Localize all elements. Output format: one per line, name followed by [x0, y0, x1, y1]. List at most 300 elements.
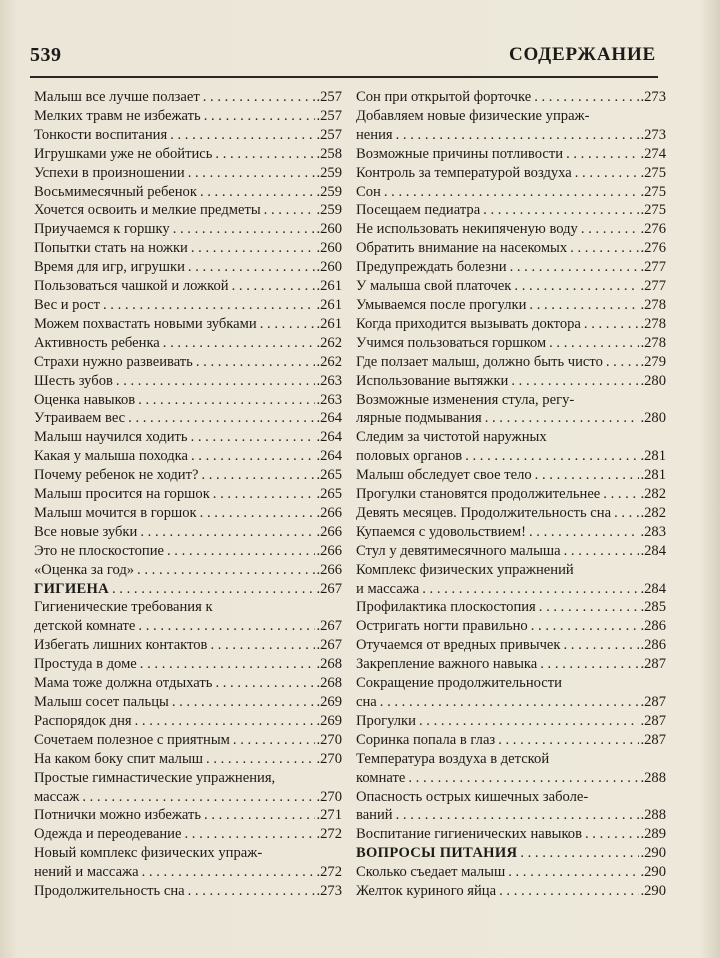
toc-entry-line	[356, 693, 666, 712]
dot-leader	[603, 485, 639, 504]
toc-entry-title: Избегать лишних контактов	[34, 637, 208, 654]
toc-entry-title-continued: и массажа	[356, 580, 420, 597]
dot-leader	[128, 409, 315, 428]
toc-entry-title: Шесть зубов	[34, 372, 113, 389]
toc-entry[interactable]	[356, 164, 666, 183]
dot-leader	[564, 542, 640, 561]
toc-entry[interactable]	[356, 88, 666, 107]
toc-entry-page: .275	[640, 164, 666, 181]
toc-entry-page: .288	[640, 807, 666, 824]
toc-entry-title: Сочетаем полезное с приятным	[34, 731, 230, 748]
toc-entry-page: .273	[316, 883, 342, 900]
dot-leader	[167, 542, 315, 561]
toc-entry-title: Стул у девятимесячного малыша	[356, 542, 561, 559]
dot-leader	[172, 693, 316, 712]
toc-entry[interactable]	[34, 882, 342, 901]
toc-entry-page: .262	[316, 353, 342, 370]
toc-entry[interactable]	[34, 447, 342, 466]
toc-entry[interactable]	[356, 542, 666, 561]
toc-entry-page: .283	[640, 523, 666, 540]
toc-entry-page: .281	[640, 448, 666, 465]
toc-entry-page: .269	[316, 712, 342, 729]
toc-entry-page: .266	[316, 504, 342, 521]
toc-entry-page: .260	[316, 240, 342, 257]
toc-entry-title: Остригать ногти правильно	[356, 618, 528, 635]
toc-entry-line	[356, 126, 666, 145]
dot-leader	[170, 126, 315, 145]
toc-entry-title: Умываемся после прогулки	[356, 296, 527, 313]
toc-entry-page: .261	[316, 315, 342, 332]
toc-entry[interactable]	[34, 164, 342, 183]
toc-entry-title: ВОПРОСЫ ПИТАНИЯ	[356, 845, 518, 862]
toc-entry-title: Простые гимнастические упражнения,	[34, 769, 276, 786]
toc-entry[interactable]	[34, 636, 342, 655]
toc-entry[interactable]	[34, 183, 342, 202]
toc-entry-title: На каком боку спит малыш	[34, 750, 204, 767]
toc-entry[interactable]	[356, 523, 666, 542]
toc-entry-title: Профилактика плоскостопия	[356, 599, 536, 616]
toc-entry-title: Добавляем новые физические упраж-	[356, 107, 590, 124]
toc-entry[interactable]	[34, 88, 342, 107]
dot-leader	[422, 580, 639, 599]
toc-entry-title: Малыш все лучше ползает	[34, 89, 200, 105]
toc-entry-line	[34, 617, 342, 636]
toc-entry-title: Воспитание гигиенических навыков	[356, 826, 582, 843]
dot-leader	[540, 655, 639, 674]
toc-entry[interactable]	[34, 485, 342, 504]
toc-entry-title: Купаемся с удовольствием!	[356, 523, 526, 540]
toc-entry-page: .278	[640, 315, 666, 332]
toc-entry-page: .275	[640, 183, 666, 200]
toc-entry-title: Обратить внимание на насекомых	[356, 240, 568, 257]
toc-entry-title: Попытки стать на ножки	[34, 240, 188, 257]
toc-entry[interactable]	[34, 731, 342, 750]
toc-entry-title: Закрепление важного навыка	[356, 656, 538, 673]
dot-leader	[138, 391, 315, 410]
toc-entry-page: .261	[316, 296, 342, 313]
toc-entry[interactable]	[34, 409, 342, 428]
toc-entry[interactable]	[34, 258, 342, 277]
toc-entry-page: .263	[316, 391, 342, 408]
dot-leader	[82, 788, 315, 807]
toc-entry-page: .267	[316, 618, 342, 635]
toc-entry[interactable]	[34, 844, 342, 882]
toc-entry-page: .265	[316, 486, 342, 503]
toc-entry-page: .266	[316, 523, 342, 540]
toc-entry[interactable]	[356, 712, 666, 731]
dot-leader	[215, 674, 315, 693]
toc-right-column	[356, 88, 666, 948]
toc-entry-page: .287	[640, 712, 666, 729]
toc-entry[interactable]	[34, 561, 342, 580]
dot-leader	[396, 806, 640, 825]
toc-entry-title: Малыш сосет пальцы	[34, 694, 169, 710]
dot-leader	[510, 258, 640, 277]
dot-leader	[575, 164, 640, 183]
dot-leader	[203, 88, 316, 107]
toc-entry-title: Малыш обследует свое тело	[356, 467, 532, 484]
toc-entry[interactable]	[34, 126, 342, 145]
toc-entry-title-continued: ваний	[356, 807, 393, 824]
dot-leader	[539, 598, 640, 617]
dot-leader	[534, 88, 639, 107]
toc-entry-page: .260	[316, 221, 342, 238]
dot-leader	[103, 296, 315, 315]
toc-entry-page: .259	[316, 202, 342, 219]
toc-entry-title-continued: массаж	[34, 788, 80, 805]
toc-entry[interactable]	[356, 334, 666, 353]
toc-entry-page: .271	[316, 807, 342, 824]
toc-entry[interactable]	[34, 428, 342, 447]
toc-entry[interactable]	[356, 598, 666, 617]
toc-entry-page: .272	[316, 826, 342, 843]
toc-entry-page: .260	[316, 259, 342, 276]
page-header	[30, 40, 658, 78]
toc-entry-title: Пользоваться чашкой и ложкой	[34, 278, 229, 295]
toc-entry-title: Хочется освоить и мелкие предметы	[34, 202, 261, 219]
toc-entry-page: .290	[640, 883, 666, 900]
toc-entry-page: .275	[640, 202, 666, 219]
toc-entry-page: .290	[640, 845, 666, 862]
toc-entry-page: .257	[316, 89, 342, 105]
dot-leader	[380, 693, 640, 712]
toc-entry-line	[356, 580, 666, 599]
toc-entry[interactable]	[34, 504, 342, 523]
toc-entry-page: .282	[640, 504, 666, 521]
toc-entry[interactable]	[356, 466, 666, 485]
toc-entry-page: .287	[640, 731, 666, 748]
toc-entry-title: Можем похвастать новыми зубками	[34, 315, 257, 332]
toc-entry[interactable]	[34, 542, 342, 561]
toc-entry-title: Сон	[356, 183, 381, 200]
dot-leader	[201, 466, 315, 485]
toc-entry-title: Возможные причины потливости	[356, 145, 564, 162]
toc-entry-page: .268	[316, 656, 342, 673]
toc-entry[interactable]	[356, 296, 666, 315]
toc-entry-title: Комплекс физических упражнений	[356, 561, 574, 578]
toc-entry-title: Одежда и переодевание	[34, 826, 182, 843]
toc-entry[interactable]	[34, 825, 342, 844]
toc-entry[interactable]	[356, 107, 666, 145]
toc-entry[interactable]	[356, 674, 666, 712]
toc-entry-page: .257	[316, 126, 342, 143]
dot-leader	[188, 258, 316, 277]
toc-entry[interactable]	[34, 466, 342, 485]
toc-entry[interactable]	[356, 315, 666, 334]
toc-entry-page: .287	[640, 694, 666, 710]
toc-entry-page: .263	[316, 372, 342, 389]
toc-entry-title: Приучаемся к горшку	[34, 221, 170, 238]
toc-entry-title: Это не плоскостопие	[34, 542, 164, 559]
toc-entry[interactable]	[356, 731, 666, 750]
toc-entry-title-continued: лярные подмывания	[356, 410, 482, 427]
toc-entry-title: Время для игр, игрушки	[34, 259, 185, 276]
toc-entry[interactable]	[34, 145, 342, 164]
dot-leader	[140, 523, 315, 542]
toc-entry[interactable]	[34, 391, 342, 410]
dot-leader	[213, 485, 316, 504]
toc-entry[interactable]	[356, 258, 666, 277]
toc-entry[interactable]	[34, 334, 342, 353]
toc-entry-title: Вес и рост	[34, 296, 100, 313]
toc-entry-page: .284	[640, 580, 666, 597]
toc-entry[interactable]	[34, 674, 342, 693]
toc-entry[interactable]	[356, 504, 666, 523]
toc-entry-title-continued: детской комнате	[34, 618, 136, 635]
toc-entry[interactable]	[34, 201, 342, 220]
toc-entry-page: .280	[640, 372, 666, 389]
toc-entry-title: Предупреждать болезни	[356, 259, 507, 276]
dot-leader	[204, 107, 316, 126]
toc-entry-title: Возможные изменения стула, регу-	[356, 391, 575, 408]
toc-entry-title: Опасность острых кишечных заболе-	[356, 788, 589, 805]
toc-entry-page: .285	[640, 599, 666, 616]
toc-entry-title: Игрушками уже не обойтись	[34, 145, 213, 162]
dot-leader	[520, 844, 639, 863]
toc-entry-title: Учимся пользоваться горшком	[356, 334, 547, 351]
toc-entry-title-continued: нения	[356, 126, 393, 143]
toc-entry[interactable]	[356, 428, 666, 466]
toc-entry[interactable]	[356, 788, 666, 826]
toc-entry-title: Контроль за температурой воздуха	[356, 164, 572, 181]
toc-entry[interactable]	[34, 107, 342, 126]
toc-entry-title: Желток куриного яйца	[356, 883, 497, 900]
dot-leader	[215, 145, 315, 164]
dot-leader	[419, 712, 639, 731]
dot-leader	[566, 145, 639, 164]
toc-entry[interactable]	[34, 769, 342, 807]
toc-entry-page: .289	[640, 826, 666, 843]
toc-entry-page: .259	[316, 183, 342, 200]
toc-entry-page: .270	[316, 731, 342, 748]
dot-leader	[585, 825, 639, 844]
toc-entry-page: .270	[316, 750, 342, 767]
toc-entry-title: Не использовать некипяченую воду	[356, 221, 578, 238]
toc-entry-title: Гигиенические требования к	[34, 599, 213, 616]
toc-entry-page: .264	[316, 429, 342, 446]
page-number: 539	[30, 44, 62, 66]
dot-leader	[529, 296, 639, 315]
toc-entry-line	[356, 806, 666, 825]
toc-entry[interactable]	[356, 825, 666, 844]
dot-leader	[529, 523, 639, 542]
dot-leader	[233, 731, 316, 750]
toc-entry[interactable]	[356, 239, 666, 258]
toc-entry[interactable]	[356, 636, 666, 655]
dot-leader	[498, 731, 639, 750]
toc-entry-title-continued: нений и массажа	[34, 864, 139, 881]
toc-entry-page: .268	[316, 675, 342, 692]
toc-entry-title: Соринка попала в глаз	[356, 731, 496, 748]
toc-entry-title: Сокращение продолжительности	[356, 675, 562, 692]
toc-entry-page: .287	[640, 656, 666, 673]
dot-leader	[112, 580, 315, 599]
dot-leader	[200, 183, 316, 202]
toc-entry-page: .264	[316, 410, 342, 427]
toc-entry-page: .279	[640, 353, 666, 370]
toc-entry[interactable]	[356, 561, 666, 599]
toc-entry-title-continued: сна	[356, 694, 377, 710]
toc-entry-page: .262	[316, 334, 342, 351]
toc-entry-line	[34, 788, 342, 807]
toc-entry[interactable]	[356, 145, 666, 164]
toc-entry-line	[356, 447, 666, 466]
toc-entry-title: Прогулки	[356, 712, 416, 729]
toc-entry-title: ГИГИЕНА	[34, 580, 109, 597]
dot-leader	[206, 750, 315, 769]
toc-entry[interactable]	[34, 750, 342, 769]
toc-entry-page: .259	[316, 164, 342, 181]
toc-entry-page: .273	[640, 89, 666, 105]
toc-entry-page: .269	[316, 694, 342, 710]
toc-entry[interactable]	[356, 372, 666, 391]
dot-leader	[584, 315, 640, 334]
toc-entry[interactable]	[356, 183, 666, 202]
toc-entry-title: Успехи в произношении	[34, 164, 185, 181]
toc-entry-page: .277	[640, 278, 666, 295]
toc-entry-title: Использование вытяжки	[356, 372, 509, 389]
toc-entry[interactable]	[34, 296, 342, 315]
toc-entry[interactable]	[356, 617, 666, 636]
toc-entry[interactable]	[356, 750, 666, 788]
toc-entry[interactable]	[356, 655, 666, 674]
toc-entry[interactable]	[34, 523, 342, 542]
toc-section-heading[interactable]	[356, 844, 666, 863]
toc-entry-title: Сон при открытой форточке	[356, 89, 532, 105]
toc-entry[interactable]	[34, 712, 342, 731]
toc-entry-page: .280	[640, 410, 666, 427]
dot-leader	[184, 825, 315, 844]
toc-entry-title: Какая у малыша походка	[34, 448, 188, 465]
toc-entry-page: .276	[640, 221, 666, 238]
toc-entry-title: Малыш просится на горшок	[34, 486, 210, 503]
toc-entry-title: «Оценка за год»	[34, 561, 135, 578]
running-title: СОДЕРЖАНИЕ	[509, 44, 656, 65]
toc-entry-title-continued: комнате	[356, 769, 406, 786]
toc-left-column	[34, 88, 342, 948]
toc-entry-title: Все новые зубки	[34, 523, 138, 540]
toc-entry-page: .273	[640, 126, 666, 143]
toc-entry[interactable]	[34, 598, 342, 636]
toc-entry-title: Малыш мочится в горшок	[34, 504, 197, 521]
dot-leader	[535, 466, 640, 485]
toc-entry-page: .286	[640, 637, 666, 654]
dot-leader	[173, 220, 316, 239]
toc-entry[interactable]	[356, 485, 666, 504]
toc-entry-page: .282	[640, 486, 666, 503]
toc-entry-title: У малыша свой платочек	[356, 278, 512, 295]
toc-entry-title: Когда приходится вызывать доктора	[356, 315, 581, 332]
dot-leader	[191, 447, 315, 466]
dot-leader	[564, 636, 640, 655]
toc-entry-title: Отучаемся от вредных привычек	[356, 637, 561, 654]
dot-leader	[137, 561, 315, 580]
toc-entry-title: Мама тоже должна отдыхать	[34, 675, 213, 692]
dot-leader	[138, 617, 315, 636]
toc-entry-page: .266	[316, 561, 342, 578]
toc-entry-page: .266	[316, 542, 342, 559]
toc-entry-page: .286	[640, 618, 666, 635]
toc-entry-line	[356, 769, 666, 788]
dot-leader	[116, 372, 316, 391]
toc-entry-page: .257	[316, 107, 342, 124]
toc-entry[interactable]	[34, 655, 342, 674]
dot-leader	[163, 334, 316, 353]
toc-entry[interactable]	[356, 882, 666, 901]
toc-entry[interactable]	[34, 353, 342, 372]
toc-entry-page: .267	[316, 580, 342, 597]
toc-entry-title: Посещаем педиатра	[356, 202, 481, 219]
toc-section-heading[interactable]	[34, 580, 342, 599]
dot-leader	[188, 882, 316, 901]
toc-entry-page: .277	[640, 259, 666, 276]
toc-entry-title: Малыш научился ходить	[34, 429, 188, 446]
toc-entry[interactable]	[34, 315, 342, 334]
toc-entry-title: Тонкости воспитания	[34, 126, 168, 143]
dot-leader	[499, 882, 639, 901]
dot-leader	[260, 315, 316, 334]
toc-entry-page: .288	[640, 769, 666, 786]
dot-leader	[188, 164, 316, 183]
toc-entry-title: Продолжительность сна	[34, 883, 185, 900]
dot-leader	[581, 220, 640, 239]
toc-entry-title: Потнички можно избежать	[34, 807, 202, 824]
dot-leader	[511, 372, 639, 391]
toc-entry[interactable]	[356, 201, 666, 220]
dot-leader	[514, 277, 639, 296]
toc-entry[interactable]	[356, 353, 666, 372]
toc-entry-title: Почему ребенок не ходит?	[34, 467, 199, 484]
toc-entry[interactable]	[34, 372, 342, 391]
toc-entry-page: .290	[640, 864, 666, 881]
toc-entry-title: Сколько съедает малыш	[356, 864, 506, 881]
dot-leader	[140, 655, 316, 674]
dot-leader	[191, 428, 316, 447]
toc-entry-page: .274	[640, 145, 666, 162]
dot-leader	[142, 863, 316, 882]
dot-leader	[384, 183, 640, 202]
dot-leader	[465, 447, 639, 466]
toc-entry-title: Где ползает малыш, должно быть чисто	[356, 353, 603, 370]
dot-leader	[483, 201, 639, 220]
dot-leader	[531, 617, 640, 636]
toc-entry-title: Оценка навыков	[34, 391, 136, 408]
toc-entry[interactable]	[356, 277, 666, 296]
dot-leader	[210, 636, 315, 655]
toc-entry-title: Девять месяцев. Продолжительность сна	[356, 504, 612, 521]
toc-entry-page: .265	[316, 467, 342, 484]
toc-entry[interactable]	[34, 220, 342, 239]
toc-entry-line	[356, 409, 666, 428]
toc-entry-title: Восьмимесячный ребенок	[34, 183, 197, 200]
toc-entry[interactable]	[34, 806, 342, 825]
toc-entry-page: .278	[640, 296, 666, 313]
toc-entry-title: Простуда в доме	[34, 656, 137, 673]
toc-entry[interactable]	[356, 220, 666, 239]
toc-entry-line	[34, 863, 342, 882]
toc-entry[interactable]	[34, 239, 342, 258]
toc-entry-title: Прогулки становятся продолжительнее	[356, 486, 601, 503]
toc-entry[interactable]	[356, 391, 666, 429]
toc-entry-title: Активность ребенка	[34, 334, 160, 351]
toc-entry-title: Страхи нужно развеивать	[34, 353, 193, 370]
dot-leader	[485, 409, 640, 428]
toc-entry[interactable]	[34, 693, 342, 712]
toc-entry-page: .281	[640, 467, 666, 484]
dot-leader	[196, 353, 316, 372]
toc-entry[interactable]	[356, 863, 666, 882]
toc-entry[interactable]	[34, 277, 342, 296]
